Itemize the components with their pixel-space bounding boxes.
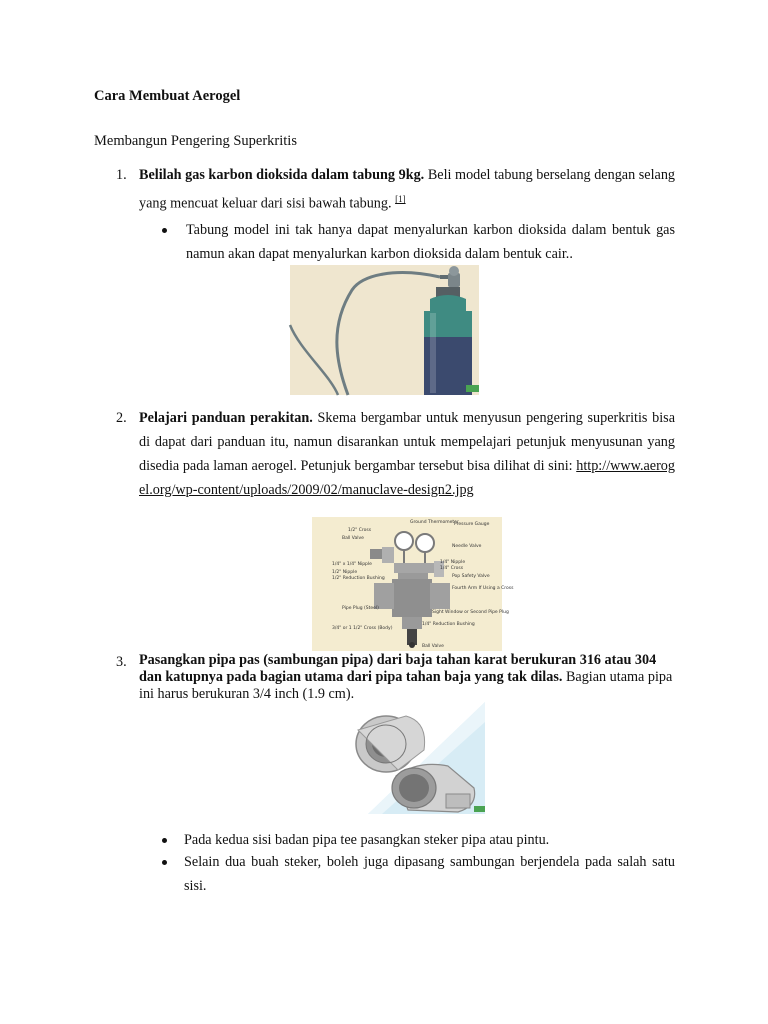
step-1-bullet-1: Tabung model ini tak hanya dapat menyalurkan karbon dioksida dalam bentuk gas namun akan dapat menyalurkan karbon dioksida dalam bentuk cair.. bbox=[186, 222, 675, 262]
label-nipple: 1/4" x 1/4" Nipple bbox=[332, 562, 372, 567]
bullet-dot bbox=[162, 228, 167, 233]
document-title: Cara Membuat Aerogel bbox=[94, 88, 241, 104]
label-ball-valve-top: Ball Valve bbox=[342, 536, 364, 541]
step-3-bold: Pasangkan pipa pas (sambungan pipa) dari baja tahan karat berukuran 316 atau 304 dan katupnya pada bagian utama dari pipa tahan baja yang tak dilas. bbox=[139, 652, 657, 685]
step-1-number: 1. bbox=[116, 167, 127, 183]
label-tee: 3/4" or 1 1/2" Cross (Body) bbox=[332, 626, 393, 631]
step-2-number: 2. bbox=[116, 410, 127, 426]
step-2-text: Skema bergambar untuk menyusun pengering superkritis bisa di dapat dari panduan itu, namun disarankan untuk mempelajari petunjuk menyusunan yang disedia pada laman aerogel. Petunjuk bergambar tersebut bisa dilihat di sini: bbox=[139, 410, 675, 474]
bullet-dot bbox=[162, 838, 167, 843]
label-needle-valve: Needle Valve bbox=[452, 544, 482, 549]
label-cross2: 1/4" Cross bbox=[440, 566, 464, 571]
step-2-paragraph bbox=[139, 406, 675, 502]
step-1-bold: Belilah gas karbon dioksida dalam tabung 9kg. bbox=[139, 167, 425, 183]
step-1-text: Beli model tabung berselang dengan selang yang mencuat keluar dari sisi bawah tabung. bbox=[139, 167, 676, 212]
step-3-bullet-1: Pada kedua sisi badan pipa tee pasangkan steker pipa atau pintu. bbox=[184, 832, 550, 848]
label-reduction: 1/2" Reduction Bushing bbox=[332, 576, 385, 581]
label-pop-safety: Pop Safety Valve bbox=[452, 574, 490, 579]
step-3-bullet-2: Selain dua buah steker, boleh juga dipasang sambungan berjendela pada salah satu sisi. bbox=[184, 854, 675, 894]
label-cross-top: 1/2" Cross bbox=[348, 528, 372, 533]
label-nipple3: 1/2" Nipple bbox=[332, 570, 358, 575]
step-3-number: 3. bbox=[116, 654, 127, 670]
pipe-tee-illustration bbox=[328, 702, 485, 814]
step-3-text: Bagian utama pipa ini harus berukuran 3/4 inch (1.9 cm). bbox=[139, 669, 673, 702]
label-thermometer: Ground Thermometer bbox=[410, 520, 459, 525]
label-sight-window: Sight Window or Second Pipe Plug bbox=[432, 610, 509, 615]
label-nipple2: 1/4" Nipple bbox=[440, 560, 466, 565]
section-subtitle: Membangun Pengering Superkritis bbox=[94, 133, 297, 149]
label-ball-valve-bottom: Ball Valve bbox=[422, 644, 444, 649]
step-1-paragraph bbox=[139, 163, 675, 216]
label-pressure-gauge: Pressure Gauge bbox=[454, 522, 490, 527]
step-3-paragraph bbox=[139, 652, 675, 703]
label-pipe-plug: Pipe Plug (Steel) bbox=[342, 606, 379, 611]
co2-tank-illustration bbox=[290, 265, 479, 395]
aerogel-diagram-link[interactable]: http://www.aerogel.org/wp-content/uploads/2009/02/manuclave-design2.jpg bbox=[139, 458, 675, 498]
step-1-reference-link[interactable]: [1] bbox=[395, 194, 406, 204]
supercritical-dryer-diagram bbox=[312, 517, 514, 651]
label-reduction2: 1/4" Reduction Bushing bbox=[422, 622, 475, 627]
step-2-bold: Pelajari panduan perakitan. bbox=[139, 410, 313, 426]
label-fourth-arm: Fourth Arm If Using a Cross bbox=[452, 586, 514, 591]
bullet-dot bbox=[162, 860, 167, 865]
